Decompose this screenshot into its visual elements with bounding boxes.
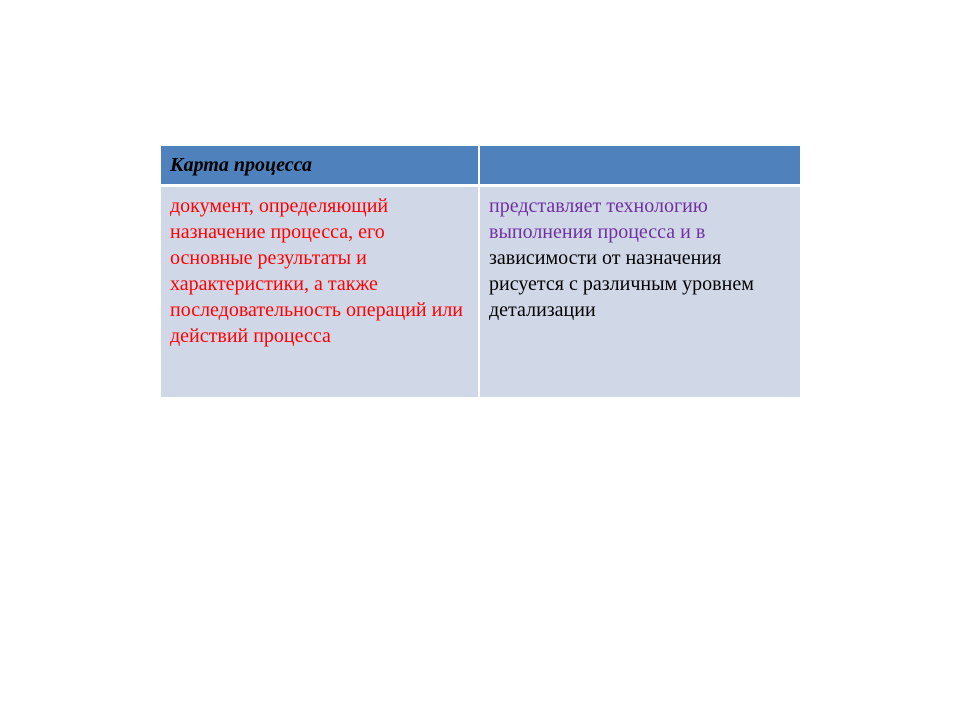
table-header-empty bbox=[480, 146, 800, 152]
description-text-main: зависимости от назначения рисуется с различным уровнем детализации bbox=[489, 247, 754, 321]
header-cell-right bbox=[479, 146, 800, 186]
description-text-accent: представляет технологию выполнения процесса и в bbox=[489, 195, 708, 243]
process-definition-table bbox=[161, 146, 800, 397]
description-text bbox=[480, 187, 800, 331]
header-cell-left bbox=[161, 146, 479, 186]
definition-text: документ, определяющий назначение процесса, его основные результаты и характеристики, а также последовательность операций или действий процесса bbox=[170, 195, 463, 347]
body-cell-right bbox=[479, 186, 800, 398]
table-header-row bbox=[161, 146, 800, 186]
table-row bbox=[161, 186, 800, 398]
body-cell-left bbox=[161, 186, 479, 398]
table-header-title: Карта процесса bbox=[170, 154, 312, 176]
